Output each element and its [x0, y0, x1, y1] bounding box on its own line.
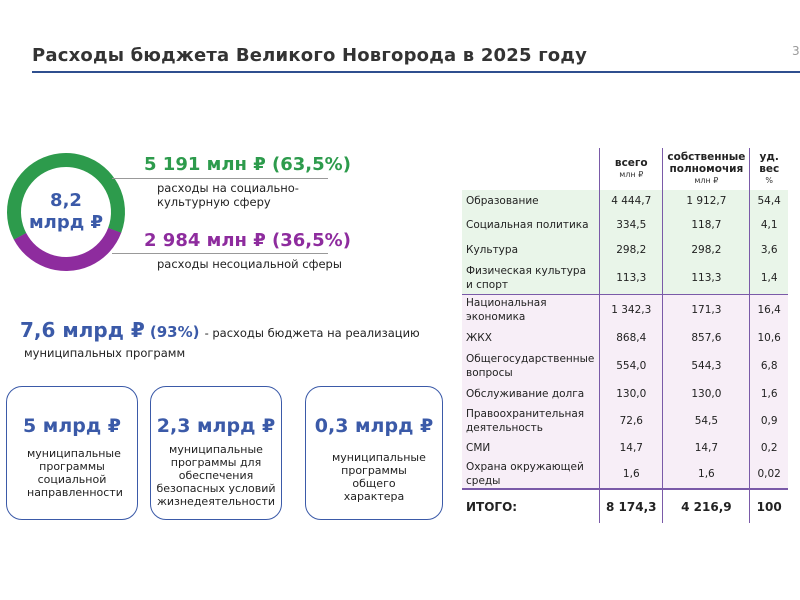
table-row: [462, 190, 788, 212]
row-name: СМИ: [462, 436, 600, 460]
row-own: 54,5: [663, 406, 750, 436]
table-row: [462, 238, 788, 262]
nonsocial-expense-amount: 2 984 млн ₽ (36,5%): [144, 230, 351, 251]
row-own: 1,6: [663, 460, 750, 489]
header-own-label: собственные полномочия: [667, 151, 746, 175]
program-card-general: [305, 386, 443, 520]
row-total: 72,6: [600, 406, 663, 436]
table-row: [462, 294, 788, 326]
row-share: 4,1: [750, 212, 788, 238]
row-share: 3,6: [750, 238, 788, 262]
card-desc: муниципальные программы для обеспечения безопасных условий жизнедеятельности: [156, 443, 276, 508]
row-share: 0,9: [750, 406, 788, 436]
header-own-unit: млн ₽: [694, 176, 719, 185]
card-amount: 0,3 млрд ₽: [314, 415, 434, 437]
row-total: 334,5: [600, 212, 663, 238]
row-share: 10,6: [750, 326, 788, 350]
card-desc: муниципальные программы социальной направленности: [27, 447, 123, 499]
nonsocial-expense-desc: расходы несоциальной сферы: [157, 257, 342, 271]
row-share: 1,6: [750, 382, 788, 406]
row-total: 14,7: [600, 436, 663, 460]
table-row: [462, 262, 788, 294]
table-total-row: [462, 489, 788, 523]
header-share-label: уд. вес: [759, 151, 780, 175]
row-own: 298,2: [663, 238, 750, 262]
social-expense-desc: расходы на социально-культурную сферу: [157, 181, 299, 209]
row-share: 0,2: [750, 436, 788, 460]
row-name: Социальная политика: [462, 212, 600, 238]
table-body: [462, 190, 788, 489]
row-name: Культура: [462, 238, 600, 262]
table-row: [462, 406, 788, 436]
program-card-safety: [150, 386, 282, 520]
program-card-social: [6, 386, 138, 520]
total-all: 8 174,3: [600, 489, 663, 523]
leader-line-social: [112, 178, 328, 179]
programs-amount: 7,6 млрд ₽: [20, 318, 145, 342]
row-share: 1,4: [750, 262, 788, 294]
donut-center-label: [6, 190, 126, 234]
header-share-unit: %: [765, 176, 773, 185]
row-own: 544,3: [663, 350, 750, 382]
programs-text: - расходы бюджета на реализацию: [204, 326, 420, 340]
card-desc: муниципальные программы общего характера: [332, 451, 426, 503]
total-share: 100: [750, 489, 788, 523]
social-expense-amount: 5 191 млн ₽ (63,5%): [144, 154, 351, 175]
row-share: 6,8: [750, 350, 788, 382]
header-total-unit: млн ₽: [619, 170, 644, 179]
table-row: [462, 436, 788, 460]
row-name: Охрана окружающей среды: [462, 460, 600, 489]
row-name: Правоохранительная деятельность: [462, 406, 600, 436]
table-row: [462, 350, 788, 382]
row-own: 857,6: [663, 326, 750, 350]
header-total: [600, 148, 663, 190]
row-total: 1 342,3: [600, 294, 663, 326]
row-name: Национальная экономика: [462, 294, 600, 326]
row-own: 130,0: [663, 382, 750, 406]
page-title: Расходы бюджета Великого Новгорода в 2025 году: [32, 45, 588, 66]
header-share: [750, 148, 788, 190]
programs-pct: (93%): [149, 323, 200, 341]
row-own: 1 912,7: [663, 190, 750, 212]
table-row: [462, 326, 788, 350]
programs-text-cont: муниципальных программ: [24, 346, 186, 360]
row-total: 1,6: [600, 460, 663, 489]
header-total-label: всего: [614, 157, 648, 169]
total-label: ИТОГО:: [462, 489, 600, 523]
row-own: 14,7: [663, 436, 750, 460]
row-name: Обслуживание долга: [462, 382, 600, 406]
expenses-table: [462, 148, 788, 523]
row-share: 54,4: [750, 190, 788, 212]
donut-center-value: 8,2: [50, 190, 82, 211]
row-name: ЖКХ: [462, 326, 600, 350]
row-share: 16,4: [750, 294, 788, 326]
table-header-row: [462, 148, 788, 190]
row-total: 113,3: [600, 262, 663, 294]
title-underline: [32, 71, 800, 73]
row-own: 171,3: [663, 294, 750, 326]
donut-center-unit: млрд ₽: [28, 212, 104, 233]
row-share: 0,02: [750, 460, 788, 489]
card-amount: 2,3 млрд ₽: [156, 415, 276, 437]
row-total: 4 444,7: [600, 190, 663, 212]
row-total: 554,0: [600, 350, 663, 382]
row-name: Физическая культура и спорт: [462, 262, 600, 294]
header-own: [663, 148, 750, 190]
programs-summary: [20, 318, 420, 342]
row-name: Образование: [462, 190, 600, 212]
row-own: 113,3: [663, 262, 750, 294]
card-amount: 5 млрд ₽: [22, 415, 122, 437]
row-total: 868,4: [600, 326, 663, 350]
table-row: [462, 382, 788, 406]
page-number: 3: [792, 44, 800, 58]
leader-line-nonsocial: [112, 253, 328, 254]
table-row: [462, 460, 788, 489]
header-name: [462, 148, 600, 190]
row-name: Общегосударственные вопросы: [462, 350, 600, 382]
total-own: 4 216,9: [663, 489, 750, 523]
table-row: [462, 212, 788, 238]
row-own: 118,7: [663, 212, 750, 238]
row-total: 298,2: [600, 238, 663, 262]
row-total: 130,0: [600, 382, 663, 406]
